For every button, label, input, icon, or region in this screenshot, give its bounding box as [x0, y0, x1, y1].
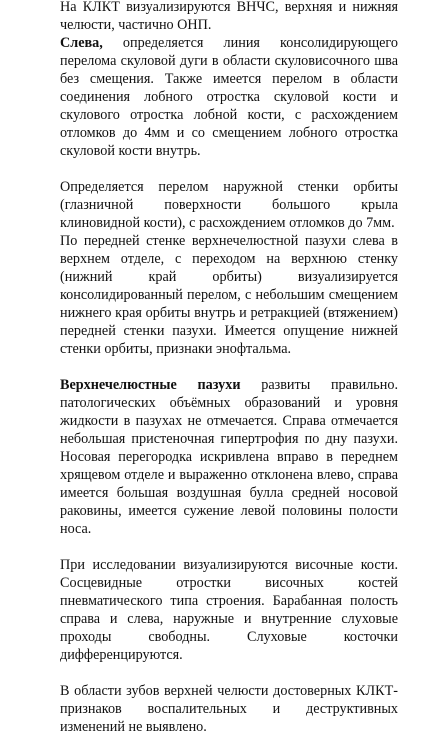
report-page	[60, 0, 398, 736]
paragraph-sinuses-text: развиты правильно. патологических объёмных образований и уровня жидкости в пазухах не отмечается. Справа отмечается небольшая пристеночная гипертрофия по дну пазухи. Носовая перегородка искривлена вправо в переднем хрящевом отделе и выраженно отклонена влево, справа имеется большая воздушная булла средней носовой раковины, имеется сужение левой половины полости носа.	[60, 377, 398, 537]
paragraph-orbit-wall: Определяется перелом наружной стенки орбиты (глазничной поверхности большого крыла клиновидной кости), с расхождением отломков до 7мм.	[60, 179, 398, 231]
paragraph-gap	[60, 664, 398, 682]
paragraph-left-lead: Слева,	[60, 35, 103, 51]
paragraph-overview: На КЛКТ визуализируются ВНЧС, верхняя и нижняя челюсти, частично ОНП.	[60, 0, 398, 33]
paragraph-teeth: В области зубов верхней челюсти достоверных КЛКТ-признаков воспалительных и деструктивных изменений не выявлено.	[60, 683, 398, 735]
paragraph-left-fractures	[60, 34, 398, 160]
paragraph-sinuses-lead: Верхнечелюстные пазухи	[60, 377, 241, 393]
paragraph-gap	[60, 160, 398, 178]
paragraph-left-text: определяется линия консолидирующего перелома скуловой дуги в области скуловисочного шва без смещения. Также имеется перелом в области соединения лобного отростка скуловой кости и скулового отростка лобной кости, с расхождением отломков до 4мм и со смещением лобного отростка скуловой кости внутрь.	[60, 35, 398, 159]
paragraph-gap	[60, 358, 398, 376]
paragraph-maxillary-wall: По передней стенке верхнечелюстной пазухи слева в верхнем отделе, с переходом на верхнюю стенку (нижний край орбиты) визуализируется консолидированный перелом, с небольшим смещением нижнего края орбиты внутрь и ретракцией (втяжением) передней стенки пазухи. Имеется опущение нижней стенки орбиты, признаки энофтальма.	[60, 233, 398, 357]
paragraph-temporal-bones: При исследовании визуализируются височные кости. Сосцевидные отростки височных костей пневматического типа строения. Барабанная полость справа и слева, наружные и внутренние слуховые проходы свободны. Слуховые косточки дифференцируются.	[60, 557, 398, 663]
paragraph-sinuses	[60, 376, 398, 538]
paragraph-gap	[60, 538, 398, 556]
